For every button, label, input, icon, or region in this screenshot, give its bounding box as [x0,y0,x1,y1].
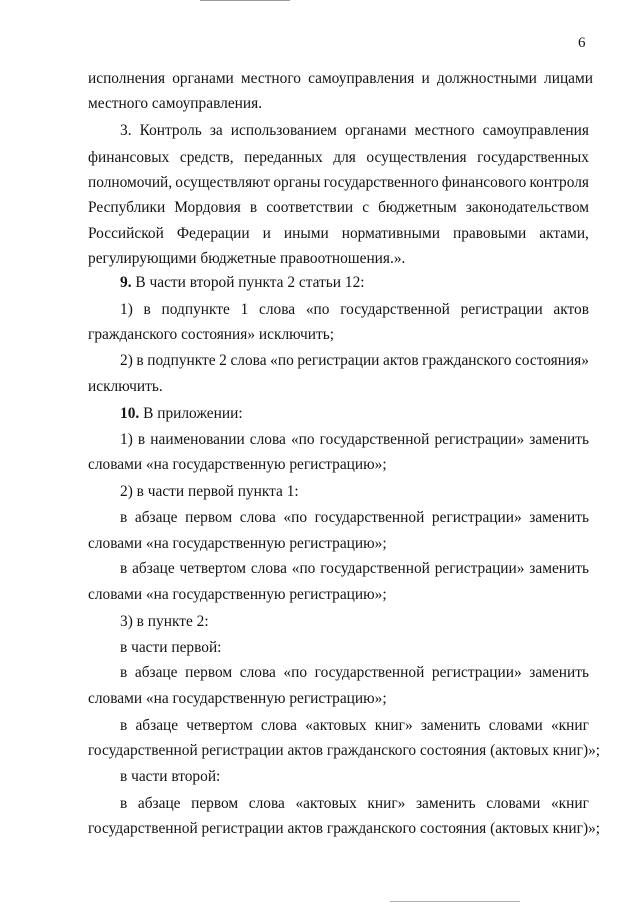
word: органами [172,70,234,87]
word: Федерации [176,225,250,242]
word: 1) [120,301,133,318]
text-line: 2) в части первой пункта 1: [120,483,299,500]
text-line: словами «на государственную регистрацию»; [88,456,387,473]
word: 3. [120,122,132,139]
word: «по [290,431,315,448]
word: заменить [529,509,589,526]
word: 1) [120,431,133,448]
word: первом [185,664,233,681]
word: абзаце [135,717,179,734]
word: правовыми [453,225,527,242]
word: слова [260,717,298,734]
word: абзаце [132,560,175,577]
word: слова [239,509,276,526]
word: государственных [477,149,589,166]
word: в [143,301,151,318]
text-line [88,173,589,193]
word: местного [240,70,301,87]
word: осуществления [366,149,467,166]
text-line: местного самоуправления. [88,95,263,112]
word: наименовании [150,431,245,448]
word: абзаце [134,509,178,526]
text-line: гражданского состояния» исключить; [88,326,335,343]
word: «по [283,664,308,681]
word: Мордовия [174,199,241,216]
word: средств, [179,149,234,166]
word: государственной [314,509,425,526]
word: и [421,70,430,87]
word: финансовых [88,149,170,166]
text-line: в части второй: [120,768,221,785]
word: органами [344,122,407,139]
word: иными [283,225,329,242]
text-line [120,300,589,320]
text-line [120,273,365,293]
word: регистрации» [431,664,522,681]
word: заменить [529,664,589,681]
word: самоуправления [308,70,415,87]
text-line [120,121,589,141]
word: регистрации» [434,560,525,577]
word: законодательством [465,199,589,216]
word: слова [249,431,286,448]
word: бюджетным [378,199,457,216]
word: четвертом [179,560,247,577]
word: подпункте [161,301,230,318]
word: Российской [88,225,164,242]
word: актами, [539,225,589,242]
text-line: в части первой: [120,639,222,656]
text-line: исключить. [88,378,163,395]
word: переданных [244,149,323,166]
word: регистрации» [431,509,522,526]
word: 2 [219,352,227,369]
word: в [137,431,146,448]
item-heading: В приложении: [139,405,243,422]
text-line [120,508,589,528]
word: «по [283,509,308,526]
word: «книг [550,717,589,734]
word: заменить [529,560,589,577]
text-line: государственной регистрации актов гражданского состояния (актовых книг)»; [88,742,601,759]
word: в [120,664,128,681]
word: в [120,717,128,734]
word: полномочий, [88,174,173,191]
word: регистрации [460,301,543,318]
word: соответствии [266,199,354,216]
word: государственной [340,301,450,318]
item-heading: В части второй пункта 2 статьи 12: [131,274,365,291]
scan-edge-line-bottom [390,901,520,902]
word: заменить [420,717,481,734]
word: «актовых [295,795,357,812]
text-line: словами «на государственную регистрацию»; [88,586,387,603]
word: и [262,225,271,242]
word: «по [291,560,316,577]
word: «актовых [305,717,367,734]
word: первом [185,509,233,526]
word: заменить [529,431,589,448]
word: Республики [88,199,166,216]
word: контроля [529,174,589,191]
word: в [249,199,258,216]
word: слова [239,664,276,681]
word: органы [273,174,321,191]
word: использованием [230,122,337,139]
word: «книг [550,795,589,812]
text-line [120,404,243,424]
text-line [88,198,589,218]
word: четвертом [186,717,253,734]
text-line: словами «на государственную регистрацию»; [88,690,387,707]
text-line: регулирующими бюджетные правоотношения.». [88,250,406,267]
word: государственной [314,664,425,681]
word: исполнения [88,70,166,87]
word: в [120,795,128,812]
word: слова [248,795,285,812]
word: в [120,509,128,526]
word: 1 [240,301,249,318]
text-line [88,224,589,244]
word: «по [305,301,330,318]
word: 2) [120,352,133,369]
word: слова [250,560,287,577]
word: государственной [319,431,430,448]
text-line [88,69,593,89]
word: финансового [441,174,527,191]
word: слова [259,301,296,318]
word: с [362,199,370,216]
word: для [333,149,356,166]
scan-edge-line-top [200,0,290,1]
word: государственного [323,174,439,191]
word: Контроль [139,122,202,139]
text-line [120,794,589,814]
word: самоуправления [482,122,589,139]
word: подпункте [147,352,216,369]
text-line [120,716,589,736]
word: первом [191,795,239,812]
text-line [88,148,589,168]
page-number: 6 [578,35,586,51]
word: книг» [367,795,406,812]
word: должностными [436,70,537,87]
word: состояния» [514,352,589,369]
word: абзаце [134,664,178,681]
text-line [120,430,589,450]
word: слова [230,352,267,369]
word: «по [270,352,294,369]
word: книг» [374,717,413,734]
text-line: 3) в пункте 2: [120,613,209,630]
text-line [120,351,589,371]
word: гражданского [422,352,512,369]
text-line: словами «на государственную регистрацию»; [88,535,387,552]
word: словами [486,795,541,812]
word: актов [383,352,419,369]
word: за [209,122,223,139]
text-line [120,559,589,579]
item-number: 9. [120,274,132,291]
word: местного [414,122,475,139]
word: государственной [320,560,430,577]
item-number: 10. [120,405,140,422]
word: в [120,560,128,577]
word: словами [488,717,543,734]
word: лицами [544,70,593,87]
text-line [120,663,589,683]
word: заменить [415,795,476,812]
word: актов [553,301,589,318]
text-line: государственной регистрации актов гражданского состояния (актовых книг)»; [88,820,601,837]
word: регистрации [297,352,380,369]
word: нормативными [341,225,440,242]
word: абзаце [137,795,181,812]
word: в [136,352,144,369]
word: регистрации» [434,431,525,448]
word: осуществляют [175,174,271,191]
